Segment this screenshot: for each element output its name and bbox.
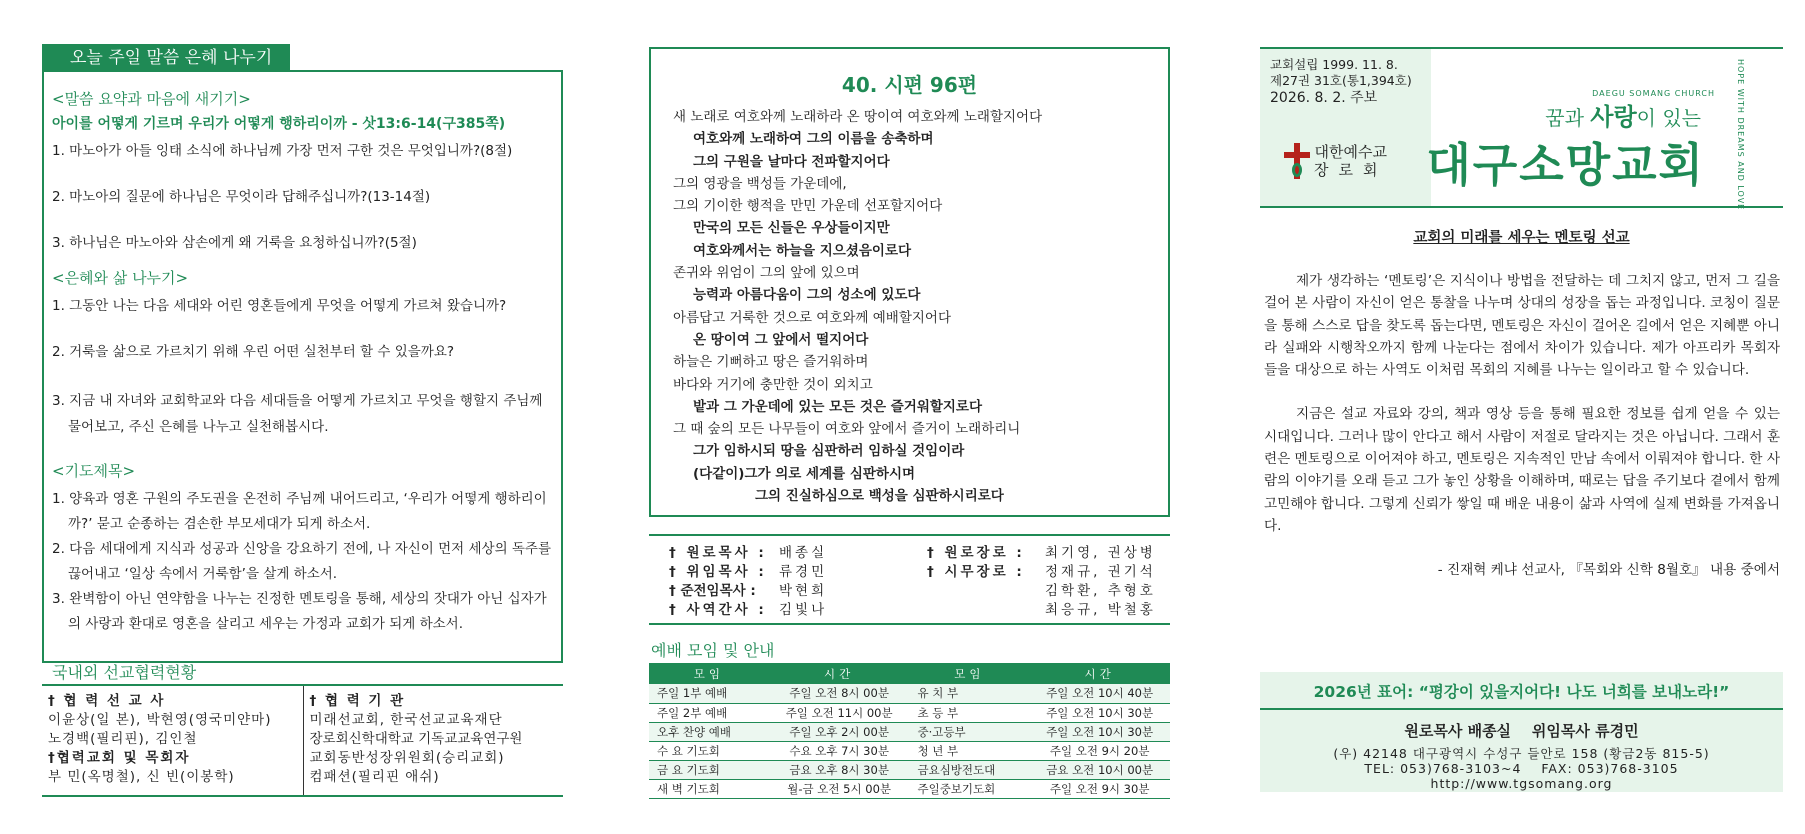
- missions-line: 교회동반성장위원회(승리교회): [309, 750, 505, 766]
- staff-label: † 위임목사 :: [669, 564, 767, 580]
- worship-row: [649, 703, 1170, 722]
- sermon-sharing-header: 오늘 주일 말씀 은혜 나누기: [42, 44, 290, 72]
- missions-line: 장로회신학대학교 기독교교육연구원: [309, 731, 523, 747]
- staff-value: 배종실: [779, 545, 828, 561]
- staff-value: 박현희: [779, 583, 828, 599]
- worship-row: [649, 684, 1170, 703]
- worship-time: 금요 오전 10시 00분: [1029, 760, 1170, 779]
- article-title: 교회의 미래를 세우는 멘토링 선교: [1413, 230, 1630, 246]
- staff-label: [927, 601, 1045, 620]
- missions-title: 국내외 선교협력현황: [52, 663, 197, 682]
- psalm-line: 여호와께서는 하늘을 지으셨음이로다: [693, 242, 912, 259]
- psalm-line: 온 땅이여 그 앞에서 떨지어다: [693, 331, 869, 348]
- worship-meeting: 청 년 부: [909, 741, 1029, 760]
- worship-row: [649, 760, 1170, 779]
- article-paragraph: 제가 생각하는 ‘멘토링’은 지식이나 방법을 전달하는 데 그치지 않고, 먼저 그 길을 걸어 본 사람이 자신이 얻은 통찰을 나누며 상대의 성장을 돕는 과정입니다. 코칭이 질문을 통해 스스로 답을 찾도록 돕는다면, 멘토링은 자신이 걸어온 길에서 얻은 지혜뿐 아니라 실패와 시행착오까지 함께 나눈다는 점에서 차이가 있습니다. 제가 아프리카 목회자들을 대상으로 하는 사역도 이처럼 목회의 지혜를 나누는 일이라고 할 수 있습니다.: [1264, 273, 1780, 379]
- worship-table: [649, 663, 1170, 799]
- staff-label: † 원로목사 :: [669, 545, 767, 561]
- vertical-motto-text: HOPE WITH DREAMS AND LOVE: [1736, 59, 1745, 211]
- article-body: [1264, 270, 1780, 582]
- staff-label: † 원로장로 :: [927, 545, 1025, 561]
- missions-right-col: [303, 686, 564, 795]
- prayer-item: 2. 다음 세대에게 지식과 성공과 신앙을 강요하기 전에, 나 자신이 먼저 세상의 독주를 끊어내고 ‘일상 속에서 거룩함’을 살게 하소서.: [52, 541, 552, 582]
- staff-label: † 사역간사 :: [669, 602, 767, 618]
- sermon-sharing-section: [42, 44, 563, 663]
- life-question-3: 3. 지금 내 자녀와 교회학교와 다음 세대들을 어떻게 가르치고 무엇을 행할지 주님께 물어보고, 주신 은혜를 나누고 실천해봅시다.: [52, 393, 543, 435]
- worship-header: 시간: [769, 663, 910, 684]
- staff-label: † 시무장로 :: [927, 564, 1025, 580]
- psalm-line: 바다와 거기에 충만한 것이 외치고: [673, 376, 873, 393]
- denomination-line: 대한예수교: [1314, 143, 1387, 161]
- staff-row: [669, 582, 1170, 601]
- prayer-item: 1. 양육과 영혼 구원의 주도권을 온전히 주님께 내어드리고, ‘우리가 어떻게 행하리이까?’ 묻고 순종하는 겸손한 부모세대가 되게 하소서.: [52, 491, 547, 532]
- worship-time: 주일 오전 8시 00분: [769, 684, 910, 703]
- bulletin-date: 2026. 8. 2. 주보: [1270, 90, 1378, 106]
- worship-meeting: 중·고등부: [909, 722, 1029, 741]
- psalm-line: 새 노래로 여호와께 노래하라 온 땅이여 여호와께 노래할지어다: [673, 109, 1043, 125]
- worship-time: 월-금 오전 5시 00분: [769, 779, 910, 798]
- staff-list: [649, 534, 1170, 625]
- sermon-sharing-box: [42, 70, 563, 663]
- missions-line: 이윤상(일 본), 박현영(영국미얀마): [48, 712, 272, 728]
- staff-value: 정재규, 권기석: [1045, 564, 1156, 580]
- psalm-line: 그의 구원을 날마다 전파할지어다: [693, 153, 890, 170]
- prayer-item: 3. 완벽함이 아닌 연약함을 나누는 진정한 멘토링을 통해, 세상의 잣대가 아닌 십자가의 사랑과 환대로 영혼을 살리고 세우는 가정과 교회가 되게 하소서.: [52, 591, 547, 632]
- worship-meeting: 초 등 부: [909, 703, 1029, 722]
- psalm-line: 그의 기이한 행적을 만민 가운데 선포할지어다: [673, 198, 943, 215]
- psalm-line: (다같이)그가 의로 세계를 심판하시며: [693, 465, 916, 482]
- article-source: - 진재혁 케냐 선교사, 『목회와 신학 8월호』 내용 중에서: [1437, 562, 1780, 579]
- worship-time: 주일 오전 9시 20분: [1029, 741, 1170, 760]
- worship-time: 수요 오후 7시 30분: [769, 741, 910, 760]
- scripture-subtitle: 아이를 어떻게 기르며 우리가 어떻게 행하리이까 - 삿13:6-14(구385쪽): [52, 116, 506, 132]
- church-name: 대구소망교회: [1426, 138, 1705, 192]
- cross-icon: [1284, 143, 1310, 179]
- missions-line: † 협 력 기 관: [309, 693, 406, 709]
- staff-value: 류경민: [779, 564, 828, 580]
- worship-row: [649, 741, 1170, 760]
- missions-line: 부 민(옥명철), 신 빈(이봉학): [48, 769, 235, 785]
- worship-meeting: 금 요 기도회: [649, 760, 769, 779]
- website-link[interactable]: http://www.tgsomang.org: [1430, 776, 1613, 791]
- life-question-2: 2. 거룩을 삶으로 가르치기 위해 우린 어떤 실천부터 할 수 있을까요?: [52, 344, 455, 360]
- staff-row: [669, 601, 1170, 620]
- staff-label: [927, 582, 1045, 601]
- worship-meeting: 오후 찬양 예배: [649, 722, 769, 741]
- psalm-line: 여호와께 노래하여 그의 이름을 송축하며: [693, 131, 934, 148]
- worship-time: 주일 오후 2시 00분: [769, 722, 910, 741]
- volume-number: 제27권 31호(통1,394호): [1270, 73, 1412, 88]
- worship-meeting: 주일 1부 예배: [649, 684, 769, 703]
- footer-box: [1260, 672, 1783, 792]
- denomination-line: 장로회: [1314, 161, 1388, 179]
- psalm-box: [649, 47, 1170, 517]
- church-address: [1260, 746, 1783, 791]
- psalm-line: 그가 임하시되 땅을 심판하러 임하실 것임이라: [693, 443, 965, 460]
- slogan-part: 사랑: [1590, 103, 1637, 131]
- founded-date: 교회설립 1999. 11. 8.: [1270, 57, 1398, 72]
- worship-time: 주일 오전 11시 00분: [769, 703, 910, 722]
- worship-meeting: 유 치 부: [909, 684, 1029, 703]
- summary-question-1: 1. 마노아가 아들 잉태 소식에 하나님께 가장 먼저 구한 것은 무엇입니까?(8절): [52, 143, 513, 159]
- summary-question-2: 2. 마노아의 질문에 하나님은 무엇이라 답해주십니까?(13-14절): [52, 189, 431, 205]
- church-english-name: DAEGU SOMANG CHURCH: [1592, 89, 1715, 98]
- staff-value: 최응규, 박철홍: [1045, 602, 1156, 618]
- psalm-line: 그의 영광을 백성들 가운데에,: [673, 175, 847, 192]
- psalm-line: 존귀와 위엄이 그의 앞에 있으며: [673, 265, 860, 282]
- staff-label: † 준전임목사 :: [669, 583, 756, 599]
- psalm-line: 밭과 그 가운데에 있는 모든 것은 즐거워할지로다: [693, 398, 983, 415]
- missions-table: [42, 684, 563, 797]
- missions-line: 미래선교회, 한국선교교육재단: [309, 712, 503, 728]
- worship-header-row: [649, 663, 1170, 684]
- psalm-line: 그의 진실하심으로 백성을 심판하시리로다: [755, 488, 1004, 505]
- psalm-lines: [651, 106, 1168, 507]
- prayer-title: <기도제목>: [52, 462, 136, 480]
- psalm-line: 아름답고 거룩한 것으로 여호와께 예배할지어다: [673, 309, 951, 326]
- staff-row: [669, 563, 1170, 582]
- worship-time: 주일 오전 10시 40분: [1029, 684, 1170, 703]
- worship-meeting: 새 벽 기도회: [649, 779, 769, 798]
- worship-time: 금요 오후 8시 30분: [769, 760, 910, 779]
- worship-time: 주일 오전 10시 30분: [1029, 722, 1170, 741]
- slogan-part: 이 있는: [1636, 106, 1701, 130]
- worship-meeting: 주일 2부 예배: [649, 703, 769, 722]
- year-motto: 2026년 표어: “평강이 있을지어다! 나도 너희를 보내노라!”: [1260, 672, 1783, 710]
- staff-value: 김학환, 추형호: [1045, 583, 1156, 599]
- worship-time: 주일 오전 10시 30분: [1029, 703, 1170, 722]
- missions-left-col: [42, 686, 303, 795]
- life-sharing-title: <은혜와 삶 나누기>: [52, 269, 189, 287]
- worship-meeting: 수 요 기도회: [649, 741, 769, 760]
- address-line: (우) 42148 대구광역시 수성구 들안로 158 (황금2동 815-5): [1333, 746, 1710, 761]
- staff-row: [669, 544, 1170, 563]
- psalm-line: 능력과 아름다움이 그의 성소에 있도다: [693, 287, 921, 304]
- staff-value: 최기영, 권상병: [1045, 545, 1156, 561]
- missions-line: † 협 력 선 교 사: [48, 693, 166, 709]
- psalm-line: 그 때 숲의 모든 나무들이 여호와 앞에서 즐거이 노래하리니: [673, 421, 1021, 438]
- worship-header: 모임: [909, 663, 1029, 684]
- worship-meeting: 주일중보기도회: [909, 779, 1029, 798]
- vertical-motto: [1735, 59, 1747, 211]
- psalm-title: 40. 시편 96편: [841, 73, 978, 97]
- worship-time: 주일 오전 9시 30분: [1029, 779, 1170, 798]
- denomination-logo: [1284, 143, 1387, 179]
- worship-body: [649, 684, 1170, 798]
- article-paragraph: 지금은 설교 자료와 강의, 책과 영상 등을 통해 필요한 정보를 쉽게 얻을 수 있는 시대입니다. 그러나 많이 안다고 해서 사람이 저절로 달라지는 것은 아닙니다. 그래서 훈련은 멘토링으로 이어져야 하고, 멘토링은 지속적인 만남 속에서 이뤄져야 합니다. 한 사람의 이야기를 오래 듣고 그가 놓인 상황을 이해하며, 때로는 답을 주기보다 곁에서 함께 고민해야 합니다. 그렇게 신뢰가 쌓일 때 배운 내용이 삶과 사역에 실제 변화를 가져옵니다.: [1264, 406, 1780, 534]
- worship-row: [649, 779, 1170, 798]
- psalm-line: 하늘은 기뻐하고 땅은 즐거워하며: [673, 354, 869, 371]
- summary-question-3: 3. 하나님은 마노아와 삼손에게 왜 거룩을 요청하십니까?(5절): [52, 235, 417, 251]
- worship-header: 모임: [649, 663, 769, 684]
- missions-line: 컴패션(필리핀 애쉬): [309, 769, 440, 785]
- life-question-1: 1. 그동안 나는 다음 세대와 어린 영혼들에게 무엇을 어떻게 가르쳐 왔습니까?: [52, 298, 507, 314]
- church-header: [1260, 47, 1783, 211]
- summary-title: <말씀 요약과 마음에 새기기>: [52, 90, 251, 108]
- worship-meeting: 금요심방전도대: [909, 760, 1029, 779]
- bulletin-info: [1260, 49, 1431, 206]
- psalm-line: 만국의 모든 신들은 우상들이지만: [693, 220, 890, 237]
- worship-header: 시간: [1029, 663, 1170, 684]
- worship-row: [649, 722, 1170, 741]
- church-slogan: [1545, 97, 1701, 132]
- phone-line: TEL: 053)768-3103~4 FAX: 053)768-3105: [1364, 761, 1679, 776]
- pastors-line: 원로목사 배종실 위임목사 류경민: [1404, 722, 1639, 740]
- worship-title: 예배 모임 및 안내: [651, 641, 775, 660]
- slogan-part: 꿈과: [1545, 106, 1584, 130]
- missions-line: †협력교회 및 목회자: [48, 750, 191, 766]
- missions-line: 노경백(필리핀), 김인철: [48, 731, 198, 747]
- staff-value: 김빛나: [779, 602, 828, 618]
- denomination-name: [1314, 143, 1387, 179]
